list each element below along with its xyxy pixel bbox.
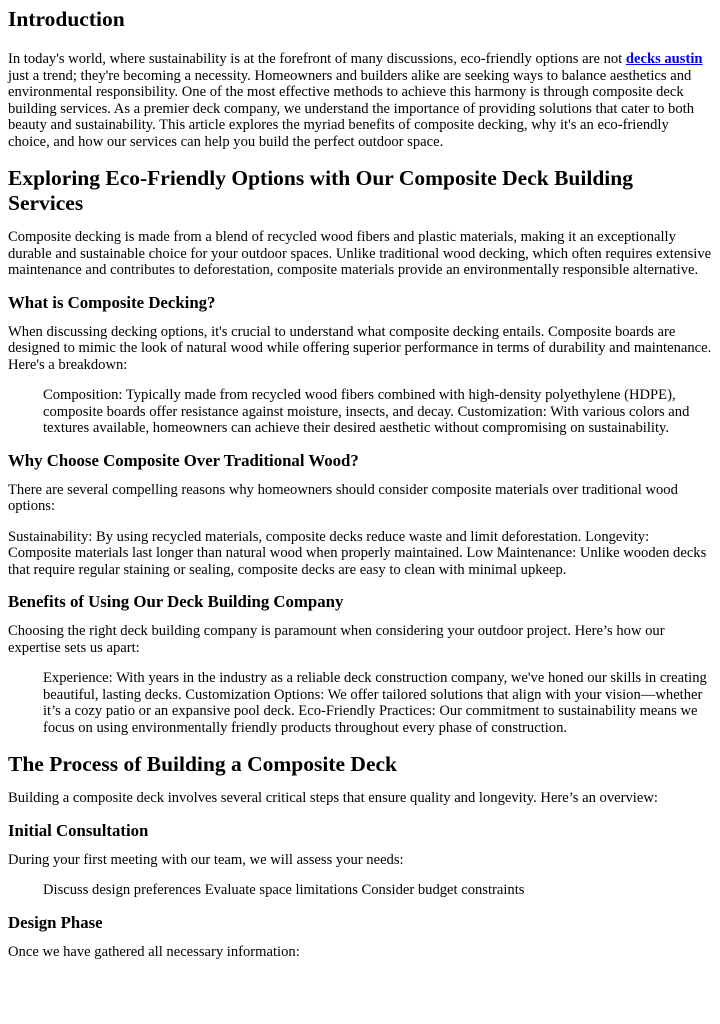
- quote-composition: Composition: Typically made from recycled wood fibers combined with high-density polyethylene (HDPE), composite boards offer resistance against moisture, insects, and decay. Customization: With various colors and textures available, homeowners can achieve their desired aesthetic without compromising on sustainability.: [43, 387, 690, 436]
- quote-experience: Experience: With years in the industry as a reliable deck construction company, we've honed our skills in creating beautiful, lasting decks. Customization Options: We offer tailored solutions that align with your vision—whether it’s a cozy patio or an expansive pool deck. Eco-Friendly Practices: Our commitment to sustainability means we focus on using environmentally friendly products throughout every phase of construction.: [43, 670, 707, 736]
- heading-benefits: Benefits of Using Our Deck Building Company: [8, 592, 344, 611]
- paragraph-design-phase: Once we have gathered all necessary information:: [8, 943, 300, 960]
- section-paragraph-eco-friendly: Composite decking is made from a blend of recycled wood fibers and plastic materials, making it an exceptionally durable and sustainable choice for your outdoor spaces. Unlike traditional wood decking, which often requires extensive maintenance and contributes to deforestation, composite materials provide an environmentally responsible alternative.: [8, 229, 712, 278]
- paragraph-benefits: Choosing the right deck building company is paramount when considering your outdoor project. Here’s how our expertise sets us apart:: [8, 623, 665, 656]
- intro-heading: Introduction: [8, 7, 125, 31]
- quote-consultation-steps: Discuss design preferences Evaluate space limitations Consider budget constraints: [43, 882, 525, 898]
- paragraph-initial-consultation: During your first meeting with our team, we will assess your needs:: [8, 851, 404, 868]
- intro-paragraph: [8, 51, 712, 150]
- intro-text-before-link: In today's world, where sustainability is at the forefront of many discussions, eco-friendly options are not: [8, 51, 626, 67]
- section-heading-process: The Process of Building a Composite Deck: [8, 752, 397, 776]
- heading-initial-consultation: Initial Consultation: [8, 820, 149, 840]
- heading-why-choose-composite: Why Choose Composite Over Traditional Wood?: [8, 450, 359, 470]
- section-heading-eco-friendly: Exploring Eco-Friendly Options with Our Composite Deck Building Services: [8, 166, 633, 215]
- heading-what-is-composite: What is Composite Decking?: [8, 292, 216, 312]
- paragraph-what-is-composite: When discussing decking options, it's crucial to understand what composite decking entails. Composite boards are designed to mimic the look of natural wood while offering superior performance in terms of durability and maintenance. Here's a breakdown:: [8, 323, 712, 373]
- paragraph-process: Building a composite deck involves several critical steps that ensure quality and longevity. Here’s an overview:: [8, 790, 658, 806]
- intro-text-after-link: just a trend; they're becoming a necessity. Homeowners and builders alike are seeking ways to balance aesthetics and environmental responsibility. One of the most effective methods to achieve this harmony is through composite deck building services. As a premier deck company, we understand the importance of providing solutions that cater to both beauty and sustainability. This article explores the myriad benefits of composite decking, why it's an eco-friendly choice, and how our services can help you build the perfect outdoor space.: [8, 67, 694, 150]
- heading-design-phase: Design Phase: [8, 912, 103, 932]
- paragraph-sustainability-list: Sustainability: By using recycled materials, composite decks reduce waste and limit deforestation. Longevity: Composite materials last longer than natural wood when properly maintained. Low Maintenance: Unlike wooden decks that require regular staining or sealing, composite decks are easy to clean with minimal upkeep.: [8, 528, 707, 578]
- decks-austin-link[interactable]: decks austin: [625, 51, 703, 67]
- paragraph-why-choose-composite: There are several compelling reasons why homeowners should consider composite materials over traditional wood options:: [8, 481, 678, 514]
- article: [0, 7, 720, 960]
